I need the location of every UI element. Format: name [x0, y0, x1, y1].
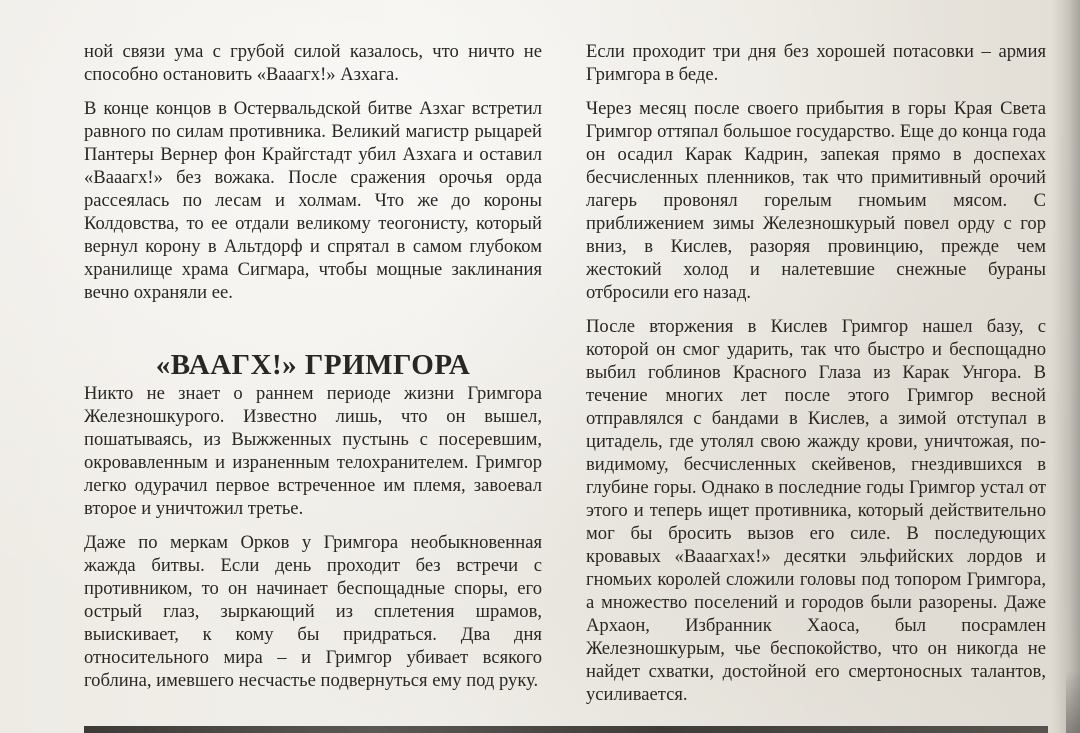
paragraph: Через месяц после своего прибытия в горы Края Света Гримгор оттяпал большое государство. Еще до конца года он осадил Карак Кадрин, запекая прямо в доспехах бесчисленных пленников, так что примитивный орочий лагерь провонял горелым гномьим мясом. С приближением зимы Железношкурый повел орду с гор вниз, в Кислев, разоряя провинцию, прежде чем жестокий холод и налетевшие снежные бураны отбросили его назад. — [586, 98, 1046, 303]
paragraph: В конце концов в Остервальдской битве Азхаг встретил равного по силам противника. Великий магистр рыцарей Пантеры Вернер фон Крайгстадт убил Азхага и оставил «Вааагх!» без вожака. После сражения орочья орда рассеялась по лесам и холмам. Что же до короны Колдовства, то ее отдали великому теогонисту, который вернул корону в Альтдорф и спрятал в самом глубоком хранилище храма Сигмара, чтобы мощные заклинания вечно охраняли ее. — [84, 98, 542, 303]
right-column — [586, 40, 1046, 717]
paragraph: Никто не знает о раннем периоде жизни Гримгора Железношкурого. Известно лишь, что он вышел, пошатываясь, из Выжженных пустынь с посеревшим, окровавленным и израненным телохранителем. Гримгор легко одурачил первое встреченное им племя, завоевал второе и уничтожил третье. — [84, 383, 542, 519]
left-column — [84, 40, 542, 703]
paragraph: Даже по меркам Орков у Гримгора необыкновенная жажда битвы. Если день проходит без встречи с противником, то он начинает беспощадные споры, его острый глаз, зыркающий из сплетения шрамов, выискивает, к кому бы придраться. Два дня относительного мира – и Гримгор убивает всякого гоблина, имевшего несчастье подвернуться ему под руку. — [84, 532, 542, 691]
paragraph: Если проходит три дня без хорошей потасовки – армия Гримгора в беде. — [586, 41, 1046, 85]
section-heading: «ВААГХ!» ГРИМГОРА — [155, 349, 471, 381]
bottom-illustration — [84, 726, 1048, 733]
edge-illustration — [1066, 670, 1080, 733]
paragraph: ной связи ума с грубой силой казалось, что ничто не способно остановить «Вааагх!» Азхага. — [84, 41, 542, 85]
paragraph: После вторжения в Кислев Гримгор нашел базу, с которой он смог ударить, так что быстро и беспощадно выбил гоблинов Красного Глаза из Карак Унгора. В течение многих лет после этого Гримгор весной отправлялся с бандами в Кислев, а зимой отступал в цитадель, где утолял свою жажду крови, уничтожая, по-видимому, бесчисленных скейвенов, гнездившихся в глубине горы. Однако в последние годы Гримгор устал от этого и теперь ищет противника, который действительно мог бы бросить вызов его силе. В последующих кровавых «Вааагхах!» десятки эльфийских лордов и гномьих королей сложили головы под топором Гримгора, а множество поселений и городов были разорены. Даже Архаон, Избранник Хаоса, был посрамлен Железношкурым, чье беспокойство, что он никогда не найдет схватки, достойной его смертоносных талантов, усиливается. — [586, 316, 1046, 705]
page-edge-shadow — [1052, 0, 1080, 733]
